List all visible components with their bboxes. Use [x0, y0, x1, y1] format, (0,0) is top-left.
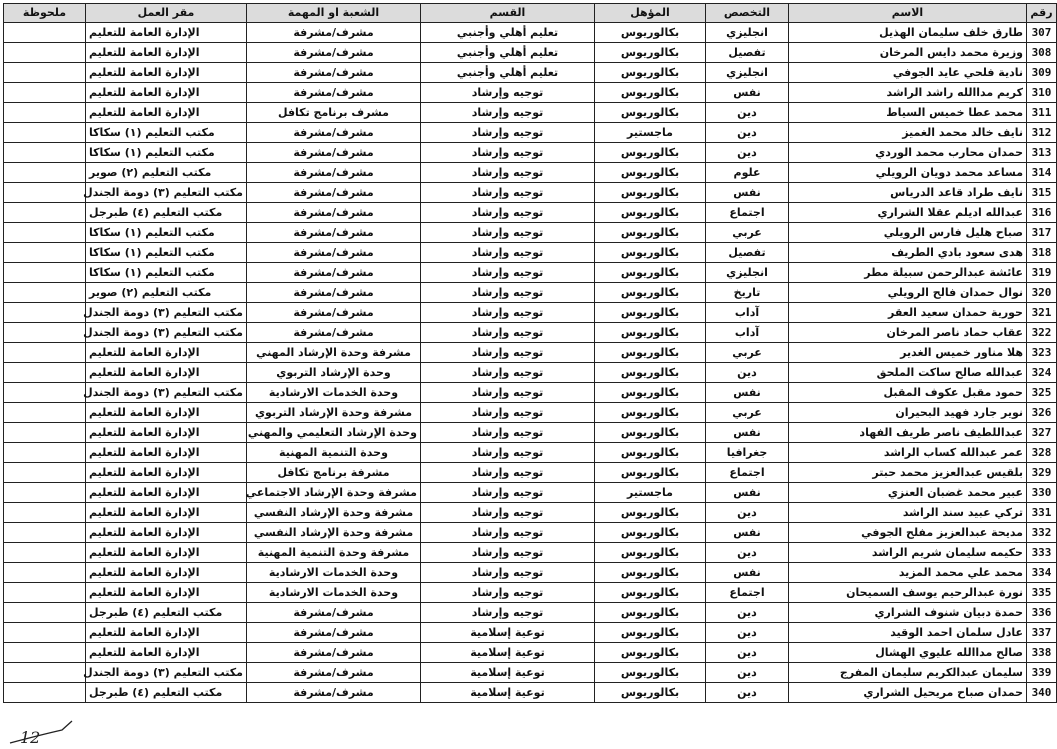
- cell-name: حورية حمدان سعيد العقر: [789, 303, 1027, 323]
- cell-workplace: مكتب التعليم (٢) صوير: [86, 163, 247, 183]
- cell-workplace: مكتب التعليم (٤) طبرجل: [86, 203, 247, 223]
- cell-num: 328: [1027, 443, 1057, 463]
- cell-department: توعية إسلامية: [421, 663, 595, 683]
- cell-qualification: بكالوريوس: [595, 243, 706, 263]
- cell-workplace: مكتب التعليم (٣) دومة الجندل: [86, 303, 247, 323]
- cell-specialty: نفس: [706, 383, 789, 403]
- cell-workplace: مكتب التعليم (١) سكاكا: [86, 223, 247, 243]
- cell-workplace: الإدارة العامة للتعليم: [86, 403, 247, 423]
- cell-role: مشرف/مشرفة: [247, 163, 421, 183]
- cell-num: 314: [1027, 163, 1057, 183]
- cell-specialty: انجليزي: [706, 263, 789, 283]
- cell-qualification: بكالوريوس: [595, 283, 706, 303]
- cell-specialty: تاريخ: [706, 283, 789, 303]
- cell-qualification: بكالوريوس: [595, 223, 706, 243]
- cell-role: مشرف/مشرفة: [247, 63, 421, 83]
- cell-workplace: مكتب التعليم (١) سكاكا: [86, 123, 247, 143]
- cell-name: نايف خالد محمد الغميز: [789, 123, 1027, 143]
- cell-num: 309: [1027, 63, 1057, 83]
- cell-num: 311: [1027, 103, 1057, 123]
- cell-workplace: مكتب التعليم (٤) طبرجل: [86, 603, 247, 623]
- cell-qualification: بكالوريوس: [595, 323, 706, 343]
- cell-name: عبير محمد غضبان العنزي: [789, 483, 1027, 503]
- cell-name: حمدان صباح مريحيل الشراري: [789, 683, 1027, 703]
- cell-department: توجيه وإرشاد: [421, 343, 595, 363]
- cell-name: كريم مداالله راشد الراشد: [789, 83, 1027, 103]
- cell-specialty: علوم: [706, 163, 789, 183]
- cell-department: توعية إسلامية: [421, 623, 595, 643]
- header-role: الشعبة او المهمة: [247, 4, 421, 23]
- cell-qualification: بكالوريوس: [595, 463, 706, 483]
- cell-department: توجيه وإرشاد: [421, 483, 595, 503]
- cell-qualification: بكالوريوس: [595, 503, 706, 523]
- cell-specialty: دين: [706, 663, 789, 683]
- cell-role: مشرف/مشرفة: [247, 223, 421, 243]
- cell-role: مشرفة برنامج تكافل: [247, 463, 421, 483]
- header-name: الاسم: [789, 4, 1027, 23]
- cell-workplace: الإدارة العامة للتعليم: [86, 43, 247, 63]
- cell-workplace: الإدارة العامة للتعليم: [86, 63, 247, 83]
- cell-role: مشرفة وحدة الإرشاد التربوي: [247, 403, 421, 423]
- cell-role: مشرف/مشرفة: [247, 603, 421, 623]
- cell-specialty: عربي: [706, 403, 789, 423]
- cell-role: مشرف/مشرفة: [247, 23, 421, 43]
- cell-num: 312: [1027, 123, 1057, 143]
- cell-department: توجيه وإرشاد: [421, 323, 595, 343]
- cell-role: وحدة الخدمات الارشادية: [247, 583, 421, 603]
- cell-num: 319: [1027, 263, 1057, 283]
- cell-num: 337: [1027, 623, 1057, 643]
- cell-qualification: بكالوريوس: [595, 103, 706, 123]
- cell-qualification: بكالوريوس: [595, 403, 706, 423]
- cell-name: نورة عبدالرحيم يوسف السميحان: [789, 583, 1027, 603]
- cell-qualification: بكالوريوس: [595, 63, 706, 83]
- cell-workplace: الإدارة العامة للتعليم: [86, 103, 247, 123]
- cell-qualification: بكالوريوس: [595, 603, 706, 623]
- cell-specialty: عربي: [706, 223, 789, 243]
- cell-department: توجيه وإرشاد: [421, 263, 595, 283]
- page-number-mark: 12: [20, 728, 41, 747]
- cell-role: مشرفة وحدة الإرشاد الاجتماعي: [247, 483, 421, 503]
- cell-num: 327: [1027, 423, 1057, 443]
- cell-role: مشرفة وحدة الإرشاد النفسي: [247, 523, 421, 543]
- cell-workplace: الإدارة العامة للتعليم: [86, 23, 247, 43]
- cell-role: مشرف/مشرفة: [247, 183, 421, 203]
- cell-department: تعليم أهلي وأجنبي: [421, 43, 595, 63]
- cell-name: عادل سلمان احمد الوقيد: [789, 623, 1027, 643]
- cell-workplace: الإدارة العامة للتعليم: [86, 423, 247, 443]
- cell-specialty: نفس: [706, 483, 789, 503]
- cell-qualification: بكالوريوس: [595, 423, 706, 443]
- cell-qualification: بكالوريوس: [595, 183, 706, 203]
- cell-role: وحدة الخدمات الارشادية: [247, 383, 421, 403]
- header-department: القسم: [421, 4, 595, 23]
- cell-qualification: بكالوريوس: [595, 583, 706, 603]
- cell-department: توجيه وإرشاد: [421, 143, 595, 163]
- cell-workplace: مكتب التعليم (٣) دومة الجندل: [86, 183, 247, 203]
- cell-department: توجيه وإرشاد: [421, 243, 595, 263]
- cell-num: 332: [1027, 523, 1057, 543]
- cell-name: عبداللطيف ناصر طريف الفهاد: [789, 423, 1027, 443]
- cell-num: 315: [1027, 183, 1057, 203]
- cell-role: مشرف/مشرفة: [247, 283, 421, 303]
- cell-specialty: نفس: [706, 83, 789, 103]
- cell-num: 326: [1027, 403, 1057, 423]
- cell-qualification: بكالوريوس: [595, 343, 706, 363]
- cell-department: توجيه وإرشاد: [421, 583, 595, 603]
- cell-name: صباح هليل فارس الرويلي: [789, 223, 1027, 243]
- cell-name: وزيرة محمد دايس المرخان: [789, 43, 1027, 63]
- cell-num: 321: [1027, 303, 1057, 323]
- cell-qualification: بكالوريوس: [595, 683, 706, 703]
- cell-workplace: الإدارة العامة للتعليم: [86, 643, 247, 663]
- cell-name: نوال حمدان فالح الرويلي: [789, 283, 1027, 303]
- cell-workplace: مكتب التعليم (٢) صوير: [86, 283, 247, 303]
- cell-specialty: دين: [706, 603, 789, 623]
- cell-num: 338: [1027, 643, 1057, 663]
- cell-specialty: عربي: [706, 343, 789, 363]
- cell-qualification: بكالوريوس: [595, 643, 706, 663]
- cell-qualification: بكالوريوس: [595, 543, 706, 563]
- cell-role: مشرف/مشرفة: [247, 203, 421, 223]
- cell-department: تعليم أهلي وأجنبي: [421, 63, 595, 83]
- cell-name: بلقيس عبدالعزيز محمد حبتر: [789, 463, 1027, 483]
- header-workplace: مقر العمل: [86, 4, 247, 23]
- cell-num: 334: [1027, 563, 1057, 583]
- cell-name: عقاب حماد ناصر المرخان: [789, 323, 1027, 343]
- cell-workplace: الإدارة العامة للتعليم: [86, 543, 247, 563]
- cell-num: 340: [1027, 683, 1057, 703]
- cell-workplace: مكتب التعليم (٣) دومة الجندل: [86, 383, 247, 403]
- cell-num: 316: [1027, 203, 1057, 223]
- cell-name: سليمان عبدالكريم سليمان المفرج: [789, 663, 1027, 683]
- cell-specialty: دين: [706, 143, 789, 163]
- cell-workplace: مكتب التعليم (٤) طبرجل: [86, 683, 247, 703]
- cell-num: 324: [1027, 363, 1057, 383]
- cell-role: مشرفة وحدة التنمية المهنية: [247, 543, 421, 563]
- cell-specialty: آداب: [706, 303, 789, 323]
- cell-specialty: تفصيل: [706, 43, 789, 63]
- cell-department: توجيه وإرشاد: [421, 183, 595, 203]
- cell-num: 339: [1027, 663, 1057, 683]
- cell-qualification: بكالوريوس: [595, 163, 706, 183]
- cell-num: 323: [1027, 343, 1057, 363]
- cell-name: عمر عبدالله كساب الراشد: [789, 443, 1027, 463]
- cell-department: توجيه وإرشاد: [421, 463, 595, 483]
- cell-role: مشرف/مشرفة: [247, 663, 421, 683]
- cell-workplace: الإدارة العامة للتعليم: [86, 623, 247, 643]
- cell-num: 320: [1027, 283, 1057, 303]
- cell-qualification: بكالوريوس: [595, 83, 706, 103]
- cell-role: مشرف/مشرفة: [247, 143, 421, 163]
- cell-num: 307: [1027, 23, 1057, 43]
- cell-department: توعية إسلامية: [421, 683, 595, 703]
- cell-name: نادية فلحي عايد الجوفي: [789, 63, 1027, 83]
- cell-qualification: بكالوريوس: [595, 23, 706, 43]
- cell-name: هلا مناور خميس الغدير: [789, 343, 1027, 363]
- cell-num: 310: [1027, 83, 1057, 103]
- header-qualification: المؤهل: [595, 4, 706, 23]
- cell-qualification: بكالوريوس: [595, 363, 706, 383]
- cell-workplace: الإدارة العامة للتعليم: [86, 503, 247, 523]
- cell-workplace: مكتب التعليم (١) سكاكا: [86, 243, 247, 263]
- cell-specialty: نفس: [706, 183, 789, 203]
- cell-specialty: دين: [706, 363, 789, 383]
- cell-specialty: اجتماع: [706, 463, 789, 483]
- cell-qualification: بكالوريوس: [595, 263, 706, 283]
- cell-specialty: اجتماع: [706, 583, 789, 603]
- header-note: ملحوظة: [4, 4, 86, 23]
- cell-department: توجيه وإرشاد: [421, 163, 595, 183]
- cell-workplace: الإدارة العامة للتعليم: [86, 363, 247, 383]
- cell-name: مديحة عبدالعزيز مفلح الجوفي: [789, 523, 1027, 543]
- cell-specialty: نفس: [706, 563, 789, 583]
- cell-specialty: دين: [706, 683, 789, 703]
- cell-num: 336: [1027, 603, 1057, 623]
- cell-department: توجيه وإرشاد: [421, 523, 595, 543]
- cell-department: توجيه وإرشاد: [421, 443, 595, 463]
- cell-name: نوير جارد فهيد البحيران: [789, 403, 1027, 423]
- cell-department: توجيه وإرشاد: [421, 203, 595, 223]
- cell-department: توجيه وإرشاد: [421, 363, 595, 383]
- cell-name: حمود مقبل عكوف المقبل: [789, 383, 1027, 403]
- cell-department: توجيه وإرشاد: [421, 563, 595, 583]
- cell-specialty: دين: [706, 503, 789, 523]
- cell-name: مساعد محمد دويان الرويلي: [789, 163, 1027, 183]
- cell-name: حمدان محارب محمد الوردي: [789, 143, 1027, 163]
- cell-num: 331: [1027, 503, 1057, 523]
- cell-qualification: بكالوريوس: [595, 203, 706, 223]
- cell-specialty: جغرافيا: [706, 443, 789, 463]
- cell-role: مشرفة وحدة الإرشاد النفسي: [247, 503, 421, 523]
- cell-qualification: ماجستير: [595, 483, 706, 503]
- cell-num: 330: [1027, 483, 1057, 503]
- cell-qualification: بكالوريوس: [595, 383, 706, 403]
- cell-specialty: دين: [706, 123, 789, 143]
- cell-department: توجيه وإرشاد: [421, 303, 595, 323]
- cell-role: مشرف/مشرفة: [247, 623, 421, 643]
- cell-qualification: بكالوريوس: [595, 563, 706, 583]
- cell-num: 329: [1027, 463, 1057, 483]
- cell-role: مشرفة وحدة الإرشاد المهني: [247, 343, 421, 363]
- cell-role: مشرف/مشرفة: [247, 323, 421, 343]
- header-num: رقم: [1027, 4, 1057, 23]
- cell-department: توجيه وإرشاد: [421, 83, 595, 103]
- cell-num: 313: [1027, 143, 1057, 163]
- cell-name: عبدالله اديلم عقلا الشراري: [789, 203, 1027, 223]
- cell-name: طارق خلف سليمان الهذيل: [789, 23, 1027, 43]
- cell-department: توعية إسلامية: [421, 643, 595, 663]
- cell-qualification: بكالوريوس: [595, 623, 706, 643]
- cell-workplace: الإدارة العامة للتعليم: [86, 463, 247, 483]
- cell-name: صالح مداالله عليوي الهشال: [789, 643, 1027, 663]
- cell-workplace: الإدارة العامة للتعليم: [86, 343, 247, 363]
- cell-num: 308: [1027, 43, 1057, 63]
- cell-role: مشرف/مشرفة: [247, 263, 421, 283]
- cell-department: توجيه وإرشاد: [421, 423, 595, 443]
- cell-num: 318: [1027, 243, 1057, 263]
- cell-workplace: الإدارة العامة للتعليم: [86, 563, 247, 583]
- cell-specialty: دين: [706, 103, 789, 123]
- cell-specialty: آداب: [706, 323, 789, 343]
- cell-workplace: الإدارة العامة للتعليم: [86, 443, 247, 463]
- cell-department: توجيه وإرشاد: [421, 103, 595, 123]
- header-specialty: التخصص: [706, 4, 789, 23]
- cell-name: هدى سعود بادي الطريف: [789, 243, 1027, 263]
- cell-name: محمد علي محمد المزيد: [789, 563, 1027, 583]
- cell-role: مشرف/مشرفة: [247, 683, 421, 703]
- cell-workplace: مكتب التعليم (١) سكاكا: [86, 143, 247, 163]
- cell-name: تركي عبيد سند الراشد: [789, 503, 1027, 523]
- cell-workplace: مكتب التعليم (٣) دومة الجندل: [86, 663, 247, 683]
- cell-qualification: ماجستير: [595, 123, 706, 143]
- cell-workplace: الإدارة العامة للتعليم: [86, 583, 247, 603]
- cell-role: مشرف/مشرفة: [247, 123, 421, 143]
- cell-qualification: بكالوريوس: [595, 303, 706, 323]
- cell-specialty: انجليزي: [706, 63, 789, 83]
- cell-role: وحدة الإرشاد التربوي: [247, 363, 421, 383]
- cell-role: مشرف/مشرفة: [247, 83, 421, 103]
- cell-role: مشرف/مشرفة: [247, 43, 421, 63]
- cell-role: مشرف/مشرفة: [247, 643, 421, 663]
- cell-specialty: دين: [706, 623, 789, 643]
- cell-department: توجيه وإرشاد: [421, 283, 595, 303]
- cell-workplace: مكتب التعليم (١) سكاكا: [86, 263, 247, 283]
- cell-num: 317: [1027, 223, 1057, 243]
- cell-num: 322: [1027, 323, 1057, 343]
- cell-name: عائشة عبدالرحمن سبيلة مطر: [789, 263, 1027, 283]
- cell-name: حمدة دبيان شنوف الشراري: [789, 603, 1027, 623]
- cell-qualification: بكالوريوس: [595, 143, 706, 163]
- cell-department: توجيه وإرشاد: [421, 223, 595, 243]
- cell-name: حكيمه سليمان شريم الراشد: [789, 543, 1027, 563]
- cell-workplace: الإدارة العامة للتعليم: [86, 523, 247, 543]
- cell-department: توجيه وإرشاد: [421, 603, 595, 623]
- cell-department: توجيه وإرشاد: [421, 503, 595, 523]
- cell-num: 335: [1027, 583, 1057, 603]
- cell-role: مشرف/مشرفة: [247, 243, 421, 263]
- cell-name: محمد عطا خميس السياط: [789, 103, 1027, 123]
- cell-num: 333: [1027, 543, 1057, 563]
- cell-department: توجيه وإرشاد: [421, 123, 595, 143]
- cell-specialty: دين: [706, 643, 789, 663]
- cell-qualification: بكالوريوس: [595, 43, 706, 63]
- cell-role: وحدة الخدمات الارشادية: [247, 563, 421, 583]
- cell-workplace: مكتب التعليم (٣) دومة الجندل: [86, 323, 247, 343]
- cell-department: توجيه وإرشاد: [421, 543, 595, 563]
- cell-specialty: تفصيل: [706, 243, 789, 263]
- cell-qualification: بكالوريوس: [595, 443, 706, 463]
- cell-role: وحدة التنمية المهنية: [247, 443, 421, 463]
- cell-department: توجيه وإرشاد: [421, 383, 595, 403]
- cell-specialty: انجليزي: [706, 23, 789, 43]
- cell-role: وحدة الإرشاد التعليمي والمهني: [247, 423, 421, 443]
- cell-qualification: بكالوريوس: [595, 523, 706, 543]
- cell-name: عبدالله صالح ساكت الملحق: [789, 363, 1027, 383]
- cell-role: مشرف برنامج تكافل: [247, 103, 421, 123]
- cell-specialty: اجتماع: [706, 203, 789, 223]
- cell-qualification: بكالوريوس: [595, 663, 706, 683]
- cell-department: توجيه وإرشاد: [421, 403, 595, 423]
- cell-specialty: دين: [706, 543, 789, 563]
- cell-department: تعليم أهلي وأجنبي: [421, 23, 595, 43]
- cell-workplace: الإدارة العامة للتعليم: [86, 83, 247, 103]
- cell-role: مشرف/مشرفة: [247, 303, 421, 323]
- cell-specialty: نفس: [706, 423, 789, 443]
- cell-num: 325: [1027, 383, 1057, 403]
- cell-workplace: الإدارة العامة للتعليم: [86, 483, 247, 503]
- cell-name: نايف طراد قاعد الدرياس: [789, 183, 1027, 203]
- cell-specialty: نفس: [706, 523, 789, 543]
